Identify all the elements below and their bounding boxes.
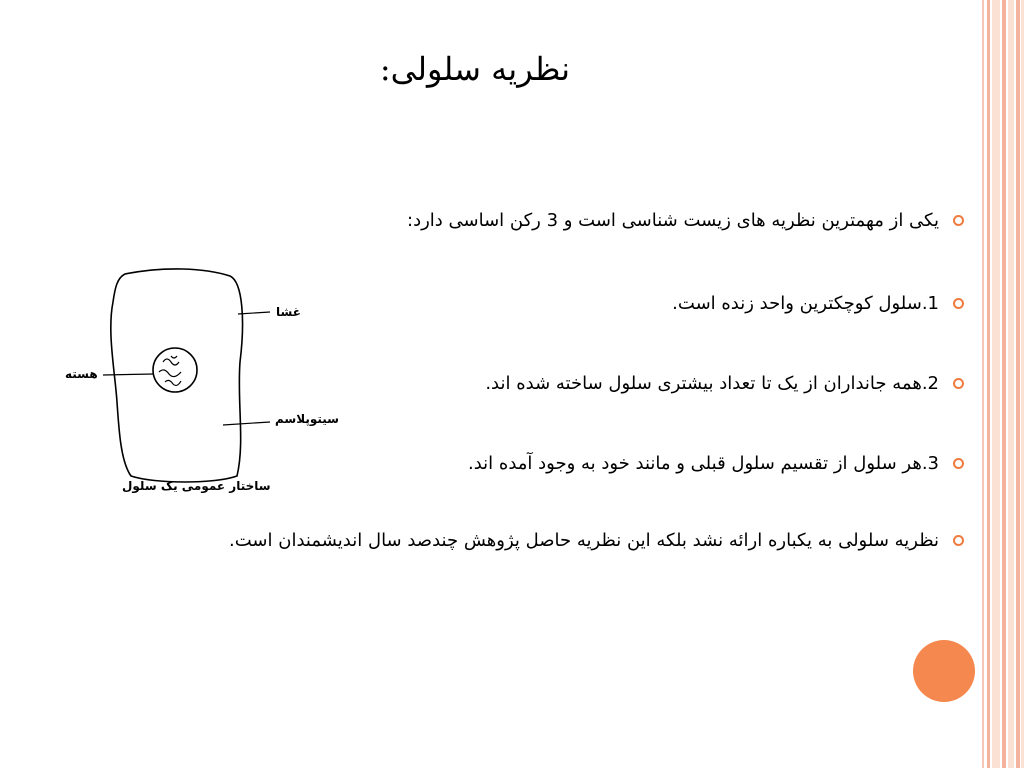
bullet-icon <box>953 535 964 546</box>
cytoplasm-label: سیتوپلاسم <box>275 412 339 426</box>
decorative-circle <box>913 640 975 702</box>
bullet-icon <box>953 298 964 309</box>
stripe <box>982 0 984 768</box>
bullet-text: 1.سلول کوچکترین واحد زنده است. <box>672 293 939 314</box>
cytoplasm-pointer <box>223 422 270 425</box>
nucleus-label: هسته <box>65 367 98 381</box>
chromatin-squiggles <box>159 356 181 385</box>
bullet-item <box>229 530 964 551</box>
bullet-icon <box>953 215 964 226</box>
bullet-item <box>485 373 964 394</box>
stripe <box>1008 0 1014 768</box>
bullet-item <box>672 293 964 314</box>
stripe <box>1016 0 1020 768</box>
bullet-item <box>407 210 964 231</box>
membrane-label: غشا <box>276 305 301 319</box>
bullet-icon <box>953 378 964 389</box>
decorative-stripes <box>980 0 1024 768</box>
bullet-icon <box>953 458 964 469</box>
stripe <box>1002 0 1006 768</box>
cell-drawing <box>55 262 355 502</box>
bullet-text: 2.همه جانداران از یک تا تعداد بیشتری سلول ساخته شده اند. <box>485 373 939 394</box>
stripe <box>987 0 990 768</box>
cell-diagram <box>55 262 355 502</box>
bullet-text: یکی از مهمترین نظریه های زیست شناسی است و 3 رکن اساسی دارد: <box>407 210 939 231</box>
stripe <box>992 0 1000 768</box>
diagram-caption: ساختار عمومی یک سلول <box>122 479 271 493</box>
bullet-item <box>468 453 964 474</box>
bullet-text: 3.هر سلول از تقسیم سلول قبلی و مانند خود به وجود آمده اند. <box>467 453 939 474</box>
nucleus-pointer <box>103 374 154 375</box>
slide-title: نظریه سلولی: <box>379 50 570 88</box>
bullet-text: نظریه سلولی به یکباره ارائه نشد بلکه این نظریه حاصل پژوهش چندصد سال اندیشمندان است. <box>229 530 939 551</box>
